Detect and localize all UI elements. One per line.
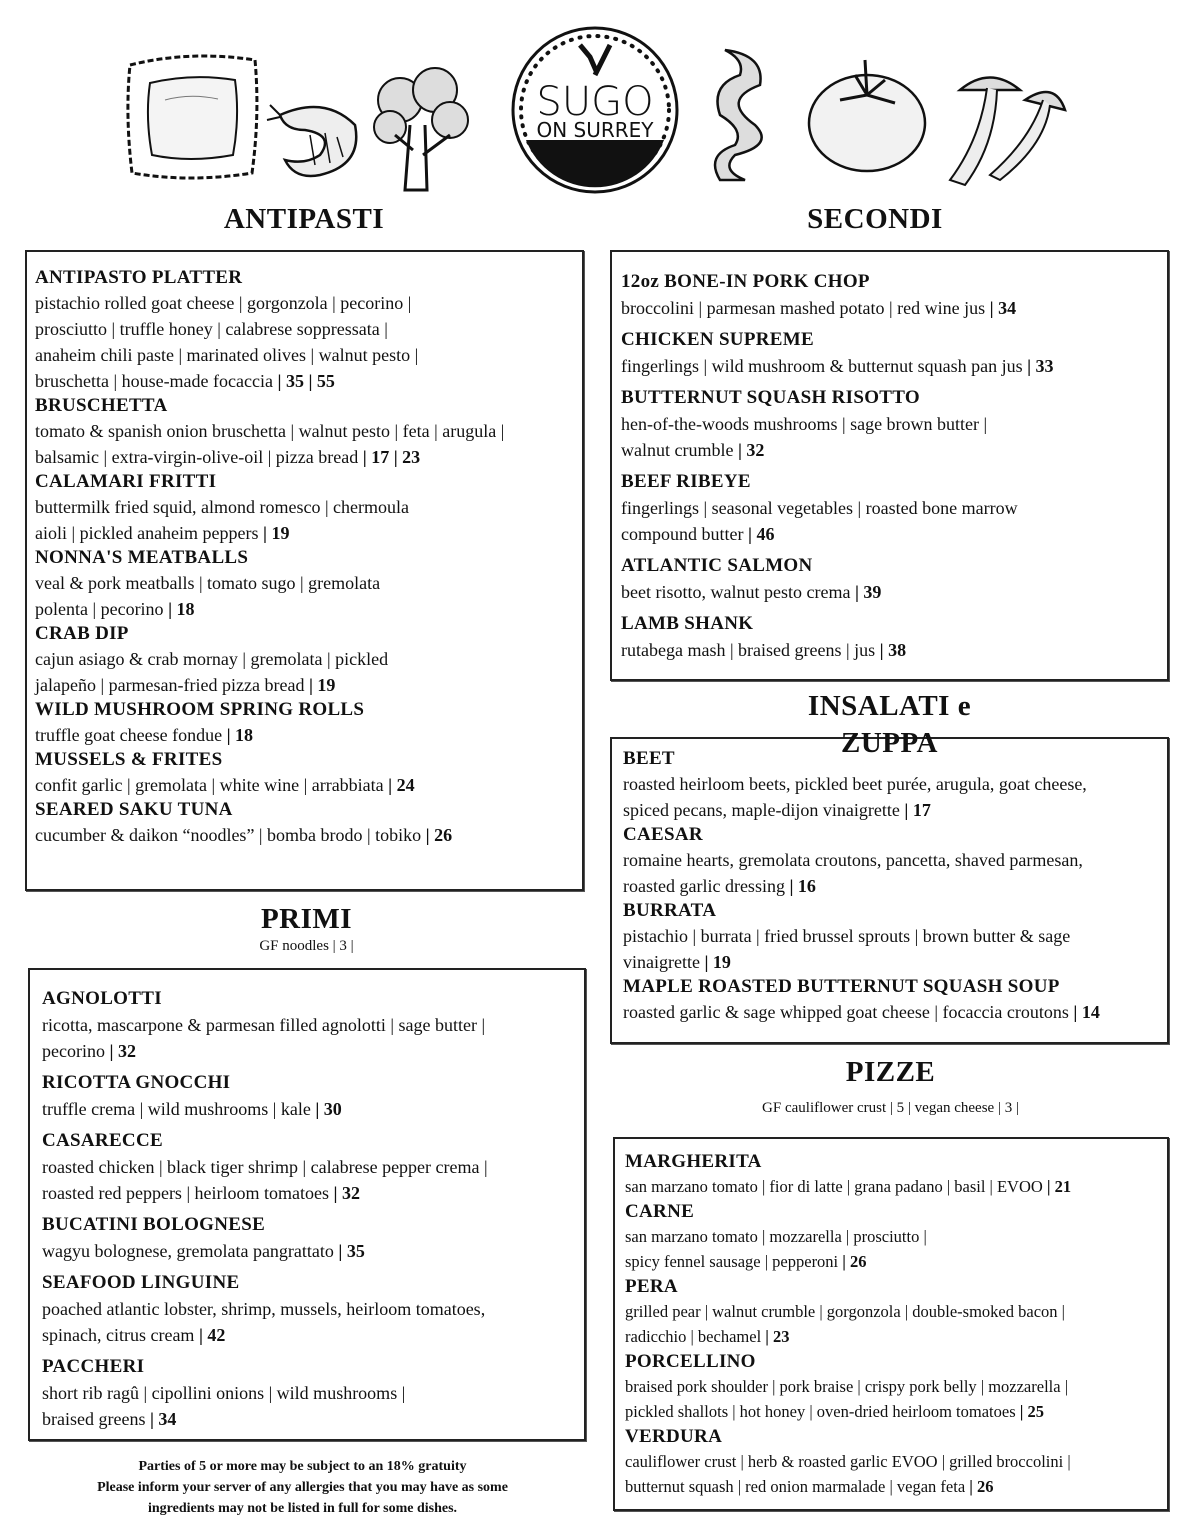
menu-item — [35, 394, 582, 470]
allergy-note-2: ingredients may not be listed in full for some dishes. — [147, 1501, 458, 1516]
menu-item — [42, 1353, 584, 1432]
menu-item-description — [621, 437, 1167, 463]
description-text: bruschetta | house-made focaccia — [35, 371, 278, 391]
menu-item-name: PERA — [625, 1276, 678, 1297]
menu-item — [623, 975, 1167, 1025]
secondi-box — [610, 250, 1169, 681]
menu-item-description — [623, 771, 1167, 797]
menu-item-name: MARGHERITA — [625, 1151, 762, 1172]
menu-item-description — [35, 342, 582, 368]
menu-item-description — [625, 1449, 1167, 1474]
description-text: cucumber & daikon “noodles” | bomba brodo | tobiko — [35, 825, 426, 845]
description-text: grilled pear | walnut crumble | gorgonzola | double-smoked bacon | — [625, 1302, 1065, 1321]
menu-item-description — [42, 1012, 584, 1038]
menu-item-name: CAESAR — [623, 824, 703, 845]
description-text: radicchio | bechamel — [625, 1327, 766, 1346]
menu-item-price: | 32 — [109, 1041, 136, 1061]
menu-item-price: | 35 | 55 — [277, 371, 335, 391]
secondi-heading: SECONDI — [807, 203, 943, 235]
footer-notes — [30, 1456, 575, 1519]
description-text: spiced pecans, maple-dijon vinaigrette — [623, 800, 900, 820]
menu-item-description — [42, 1296, 584, 1322]
menu-item-description — [621, 295, 1167, 321]
menu-item-description — [621, 353, 1167, 379]
menu-item-description — [35, 822, 582, 848]
primi-subtitle: GF noodles | 3 | — [259, 938, 354, 954]
antipasti-box — [25, 250, 584, 891]
menu-item-description — [625, 1324, 1167, 1349]
menu-item-description — [625, 1374, 1167, 1399]
menu-item-name: CHICKEN SUPREME — [621, 329, 814, 350]
menu-item-name: AGNOLOTTI — [42, 988, 162, 1009]
menu-item-description — [621, 637, 1167, 663]
menu-item-description — [35, 316, 582, 342]
menu-item-name: BEEF RIBEYE — [621, 471, 751, 492]
description-text: braised pork shoulder | pork braise | crispy pork belly | mozzarella | — [625, 1377, 1068, 1396]
menu-item-price: | 24 — [383, 775, 415, 795]
menu-item-description — [42, 1038, 584, 1064]
description-text: veal & pork meatballs | tomato sugo | gremolata — [35, 573, 381, 593]
insalati-box — [610, 737, 1169, 1044]
menu-item-description — [35, 596, 582, 622]
description-text: balsamic | extra-virgin-olive-oil | pizza bread — [35, 447, 363, 467]
menu-item — [35, 798, 582, 848]
menu-item-name: 12oz BONE-IN PORK CHOP — [621, 271, 870, 292]
menu-item-name: SEAFOOD LINGUINE — [42, 1272, 240, 1293]
menu-item-description — [42, 1180, 584, 1206]
menu-item-price: | 35 — [333, 1241, 365, 1261]
menu-item-description — [625, 1399, 1167, 1424]
primi-box — [28, 968, 586, 1441]
description-text: san marzano tomato | mozzarella | prosciutto | — [625, 1227, 927, 1246]
menu-item-name: CRAB DIP — [35, 623, 129, 644]
menu-item — [621, 326, 1167, 379]
description-text: aioli | pickled anaheim peppers — [35, 523, 259, 543]
menu-item-description — [42, 1238, 584, 1264]
menu-item — [625, 1350, 1167, 1424]
menu-item — [42, 1127, 584, 1206]
menu-item — [621, 268, 1167, 321]
menu-item-name: NONNA'S MEATBALLS — [35, 547, 249, 568]
menu-item-description — [42, 1096, 584, 1122]
menu-item-description — [35, 570, 582, 596]
description-text: pistachio | burrata | fried brussel sprouts | brown butter & sage — [623, 926, 1071, 946]
description-text: roasted heirloom beets, pickled beet purée, arugula, goat cheese, — [623, 774, 1087, 794]
menu-item-description — [623, 923, 1167, 949]
menu-item — [621, 468, 1167, 547]
description-text: butternut squash | red onion marmalade | vegan feta — [625, 1477, 970, 1496]
tomato-illustration — [805, 55, 930, 175]
menu-item — [42, 1069, 584, 1122]
menu-item-name: CARNE — [625, 1201, 695, 1222]
description-text: ricotta, mascarpone & parmesan filled agnolotti | sage butter | — [42, 1015, 486, 1035]
menu-item-description — [42, 1380, 584, 1406]
menu-item-description — [623, 949, 1167, 975]
description-text: roasted garlic dressing — [623, 876, 785, 896]
menu-item-description — [621, 579, 1167, 605]
menu-item-price: | 32 — [737, 440, 765, 460]
menu-item-price: | 16 — [784, 876, 816, 896]
description-text: cauliflower crust | herb & roasted garlic EVOO | grilled broccolini | — [625, 1452, 1071, 1471]
menu-item-price: | 18 — [168, 599, 195, 619]
menu-item-name: RICOTTA GNOCCHI — [42, 1072, 231, 1093]
menu-item-price: | 19 — [258, 523, 290, 543]
menu-item-name: BEET — [623, 748, 675, 769]
description-text: rutabega mash | braised greens | jus — [621, 640, 880, 660]
menu-item — [35, 698, 582, 748]
menu-item-name: BURRATA — [623, 900, 717, 921]
description-text: hen-of-the-woods mushrooms | sage brown butter | — [621, 414, 988, 434]
description-text: spicy fennel sausage | pepperoni — [625, 1252, 843, 1271]
pizze-box — [613, 1137, 1169, 1511]
description-text: prosciutto | truffle honey | calabrese soppressata | — [35, 319, 388, 339]
description-text: spinach, citrus cream — [42, 1325, 195, 1345]
menu-item — [625, 1150, 1167, 1199]
menu-item-description — [35, 494, 582, 520]
menu-item-description — [42, 1322, 584, 1348]
description-text: roasted chicken | black tiger shrimp | calabrese pepper crema | — [42, 1157, 488, 1177]
menu-item-price: | 42 — [194, 1325, 226, 1345]
menu-item-name: BRUSCHETTA — [35, 395, 168, 416]
menu-item-description — [35, 368, 582, 394]
menu-item-description — [35, 520, 582, 546]
description-text: short rib ragû | cipollini onions | wild mushrooms | — [42, 1383, 406, 1403]
menu-item-description — [623, 797, 1167, 823]
menu-item — [623, 823, 1167, 899]
description-text: cajun asiago & crab mornay | gremolata | pickled — [35, 649, 389, 669]
menu-item-price: | 23 — [765, 1327, 790, 1346]
menu-item-description — [625, 1299, 1167, 1324]
menu-item — [625, 1275, 1167, 1349]
menu-item-price: | 18 — [222, 725, 254, 745]
menu-item-name: BUTTERNUT SQUASH RISOTTO — [621, 387, 920, 408]
pizze-heading: PIZZE — [845, 1056, 936, 1088]
menu-item-price: | 33 — [1022, 356, 1054, 376]
menu-item-price: | 17 | 23 — [362, 447, 421, 467]
pasta-illustration — [705, 45, 785, 185]
menu-item — [35, 622, 582, 698]
description-text: vinaigrette — [623, 952, 700, 972]
menu-item-description — [625, 1249, 1167, 1274]
menu-item-name: BUCATINI BOLOGNESE — [42, 1214, 266, 1235]
description-text: roasted red peppers | heirloom tomatoes — [42, 1183, 330, 1203]
menu-item-name: LAMB SHANK — [621, 613, 754, 634]
menu-item-description — [621, 411, 1167, 437]
description-text: fingerlings | seasonal vegetables | roasted bone marrow — [621, 498, 1018, 518]
description-text: braised greens — [42, 1409, 146, 1429]
menu-item-name: PACCHERI — [42, 1356, 145, 1377]
menu-item-name: VERDURA — [625, 1426, 723, 1447]
logo — [505, 25, 685, 195]
description-text: romaine hearts, gremolata croutons, pancetta, shaved parmesan, — [623, 850, 1083, 870]
menu-item-description — [35, 722, 582, 748]
menu-item-price: | 19 — [699, 952, 731, 972]
description-text: san marzano tomato | fior di latte | grana padano | basil | EVOO — [625, 1177, 1047, 1196]
menu-item-price: | 39 — [850, 582, 882, 602]
gratuity-note: Parties of 5 or more may be subject to an 18% gratuity — [138, 1459, 467, 1474]
description-text: wagyu bolognese, gremolata pangrattato — [42, 1241, 334, 1261]
menu-item-description — [35, 290, 582, 316]
description-text: compound butter — [621, 524, 744, 544]
description-text: pickled shallots | hot honey | oven-dried heirloom tomatoes — [625, 1402, 1020, 1421]
menu-item-price: | 21 — [1046, 1177, 1072, 1196]
menu-item-description — [623, 999, 1167, 1025]
menu-item-description — [623, 847, 1167, 873]
menu-item — [621, 610, 1167, 663]
menu-item — [42, 1211, 584, 1264]
pizze-subtitle: GF cauliflower crust | 5 | vegan cheese | 3 | — [762, 1100, 1019, 1116]
menu-item-description — [625, 1224, 1167, 1249]
menu-item-price: | 34 — [989, 298, 1017, 318]
description-text: tomato & spanish onion bruschetta | walnut pesto | feta | arugula | — [35, 421, 505, 441]
menu-item — [35, 266, 582, 394]
description-text: polenta | pecorino — [35, 599, 169, 619]
description-text: fingerlings | wild mushroom & butternut squash pan jus — [621, 356, 1023, 376]
description-text: pecorino — [42, 1041, 110, 1061]
menu-item-price: | 34 — [145, 1409, 177, 1429]
antipasti-heading: ANTIPASTI — [223, 203, 385, 235]
menu-item-price: | 19 — [308, 675, 336, 695]
menu-item-name: CALAMARI FRITTI — [35, 471, 217, 492]
menu-item-name: ANTIPASTO PLATTER — [35, 267, 243, 288]
menu-item-name: WILD MUSHROOM SPRING ROLLS — [35, 699, 365, 720]
menu-item — [621, 552, 1167, 605]
description-text: roasted garlic & sage whipped goat cheese | focaccia croutons — [623, 1002, 1074, 1022]
menu-item-price: | 38 — [879, 640, 907, 660]
menu-item — [621, 384, 1167, 463]
broccoli-illustration — [365, 65, 475, 195]
menu-item-name: CASARECCE — [42, 1130, 163, 1151]
menu-item-description — [35, 646, 582, 672]
description-text: truffle goat cheese fondue — [35, 725, 223, 745]
menu-item — [35, 748, 582, 798]
zuppa-heading: ZUPPA — [840, 727, 938, 759]
menu-item-price: | 17 — [899, 800, 931, 820]
description-text: beet risotto, walnut pesto crema — [621, 582, 851, 602]
description-text: truffle crema | wild mushrooms | kale — [42, 1099, 316, 1119]
menu-item-description — [42, 1406, 584, 1432]
menu-item-price: | 26 — [842, 1252, 867, 1271]
logo-sugo: SUGO — [536, 79, 654, 125]
description-text: confit garlic | gremolata | white wine | arrabbiata — [35, 775, 384, 795]
menu-item-description — [621, 495, 1167, 521]
menu-item-price: | 25 — [1019, 1402, 1045, 1421]
primi-heading: PRIMI — [260, 903, 353, 935]
description-text: jalapeño | parmesan-fried pizza bread — [35, 675, 309, 695]
menu-item-price: | 46 — [743, 524, 775, 544]
menu-item-description — [621, 521, 1167, 547]
description-text: walnut crumble — [621, 440, 738, 460]
menu-item — [625, 1200, 1167, 1274]
menu-item-description — [35, 672, 582, 698]
description-text: anaheim chili paste | marinated olives | walnut pesto | — [35, 345, 419, 365]
allergy-note-1: Please inform your server of any allergies that you may have as some — [97, 1480, 508, 1495]
menu-item-name: ATLANTIC SALMON — [621, 555, 813, 576]
menu-item-name: SEARED SAKU TUNA — [35, 799, 233, 820]
menu-item — [35, 470, 582, 546]
menu-item-name: PORCELLINO — [625, 1351, 756, 1372]
shrimp-illustration — [265, 95, 365, 185]
insalati-heading: INSALATI e — [807, 690, 972, 722]
description-text: pistachio rolled goat cheese | gorgonzola | pecorino | — [35, 293, 412, 313]
logo-on-surrey: ON SURREY — [536, 118, 654, 142]
menu-item-price: | 32 — [329, 1183, 360, 1203]
description-text: buttermilk fried squid, almond romesco | chermoula — [35, 497, 410, 517]
mushroom-illustration — [935, 70, 1070, 190]
menu-item-name: MAPLE ROASTED BUTTERNUT SQUASH SOUP — [623, 976, 1060, 997]
menu-item-description — [35, 418, 582, 444]
menu-item — [42, 985, 584, 1064]
menu-item-description — [623, 873, 1167, 899]
menu-item-description — [625, 1474, 1167, 1499]
menu-item — [625, 1425, 1167, 1499]
description-text: broccolini | parmesan mashed potato | red wine jus — [621, 298, 990, 318]
menu-item-price: | 30 — [315, 1099, 342, 1119]
menu-item-description — [42, 1154, 584, 1180]
menu-item — [42, 1269, 584, 1348]
menu-item — [623, 899, 1167, 975]
menu-item-description — [35, 444, 582, 470]
menu-item-price: | 26 — [969, 1477, 994, 1496]
menu-item-price: | 26 — [425, 825, 453, 845]
ravioli-illustration — [120, 45, 265, 185]
menu-item — [35, 546, 582, 622]
menu-item-description — [35, 772, 582, 798]
menu-item-name: MUSSELS & FRITES — [35, 749, 223, 770]
description-text: poached atlantic lobster, shrimp, mussels, heirloom tomatoes, — [42, 1299, 486, 1319]
menu-item-description — [625, 1174, 1167, 1199]
menu-item-price: | 14 — [1073, 1002, 1100, 1022]
